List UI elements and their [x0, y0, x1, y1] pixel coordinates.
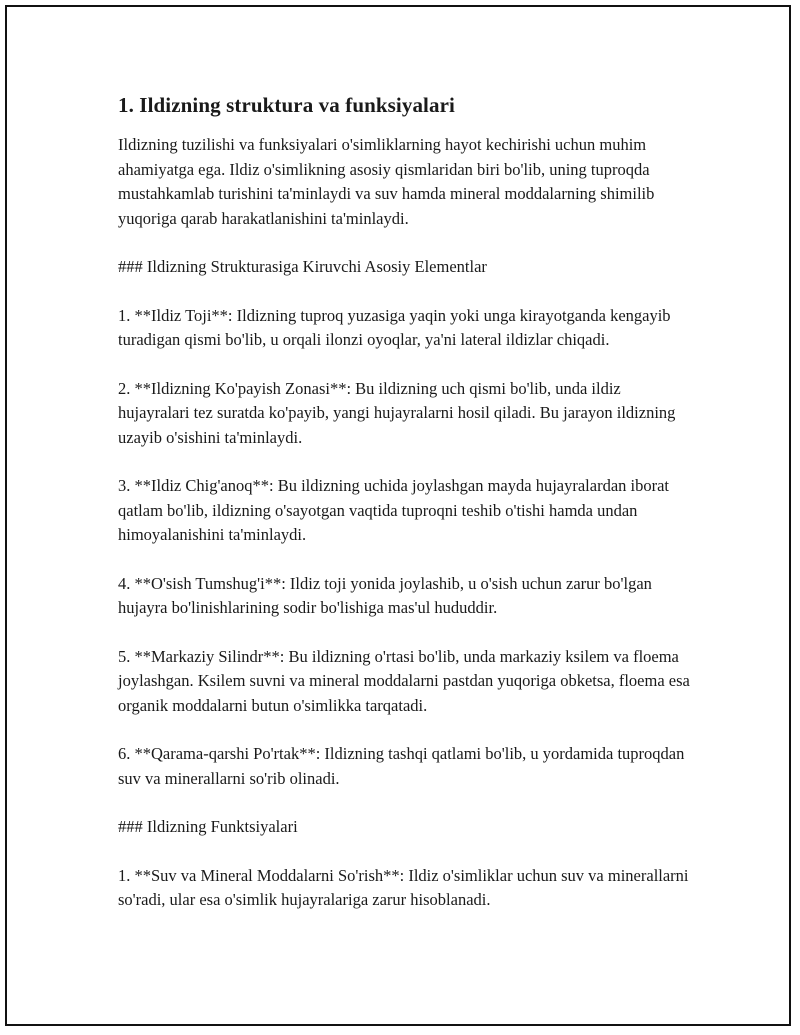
- list-item: 2. **Ildizning Ko'payish Zonasi**: Bu ildizning uch qismi bo'lib, unda ildiz hujayralari tez suratda ko'payib, yangi hujayralarni hosil qiladi. Bu jarayon ildizning uzayib o'sishini ta'minlaydi.: [118, 378, 676, 447]
- list-item: 1. **Ildiz Toji**: Ildizning tuproq yuzasiga yaqin yoki unga kirayotganda kengayib turadigan qismi bo'lib, u orqali ilonzi oyoqlar, ya'ni lateral ildizlar chiqadi.: [118, 305, 671, 350]
- section-heading-structure: ### Ildizning Strukturasiga Kiruvchi Asosiy Elementlar: [118, 257, 487, 277]
- intro-paragraph: Ildizning tuzilishi va funksiyalari o'simliklarning hayot kechirishi uchun muhim ahamiyatga ega. Ildiz o'simlikning asosiy qismlaridan biri bo'lib, uning tuproqda mustahkamlab turishini ta'minlaydi va suv hamda mineral moddalarning shimilib yuqoriga qarab harakatlanishini ta'minlaydi.: [118, 135, 655, 228]
- list-item: 5. **Markaziy Silindr**: Bu ildizning o'rtasi bo'lib, unda markaziy ksilem va floema joylashgan. Ksilem suvni va mineral moddalarni pastdan yuqoriga obketsa, floema esa organik moddalarni butun o'simlikka tarqatadi.: [118, 646, 690, 715]
- document-body: [118, 92, 690, 937]
- list-item: 6. **Qarama-qarshi Po'rtak**: Ildizning tashqi qatlami bo'lib, u yordamida tuproqdan suv va minerallarni so'rib olinadi.: [118, 744, 685, 788]
- section-heading-functions: ### Ildizning Funktsiyalari: [118, 817, 298, 837]
- list-item: 4. **O'sish Tumshug'i**: Ildiz toji yonida joylashib, u o'sish uchun zarur bo'lgan hujayra bo'linishlarining sodir bo'lishiga mas'ul hududdir.: [118, 573, 652, 618]
- list-item: 1. **Suv va Mineral Moddalarni So'rish**: Ildiz o'simliklar uchun suv va minerallarni so'radi, ular esa o'simlik hujayralariga zarur hisoblanadi.: [118, 865, 689, 910]
- document-title: 1. Ildizning struktura va funksiyalari: [118, 93, 455, 117]
- list-item: 3. **Ildiz Chig'anoq**: Bu ildizning uchida joylashgan mayda hujayralardan iborat qatlam bo'lib, ildizning o'sayotgan vaqtida tuproqni teshib o'tishi hamda undan himoyalanishini ta'minlaydi.: [118, 476, 670, 545]
